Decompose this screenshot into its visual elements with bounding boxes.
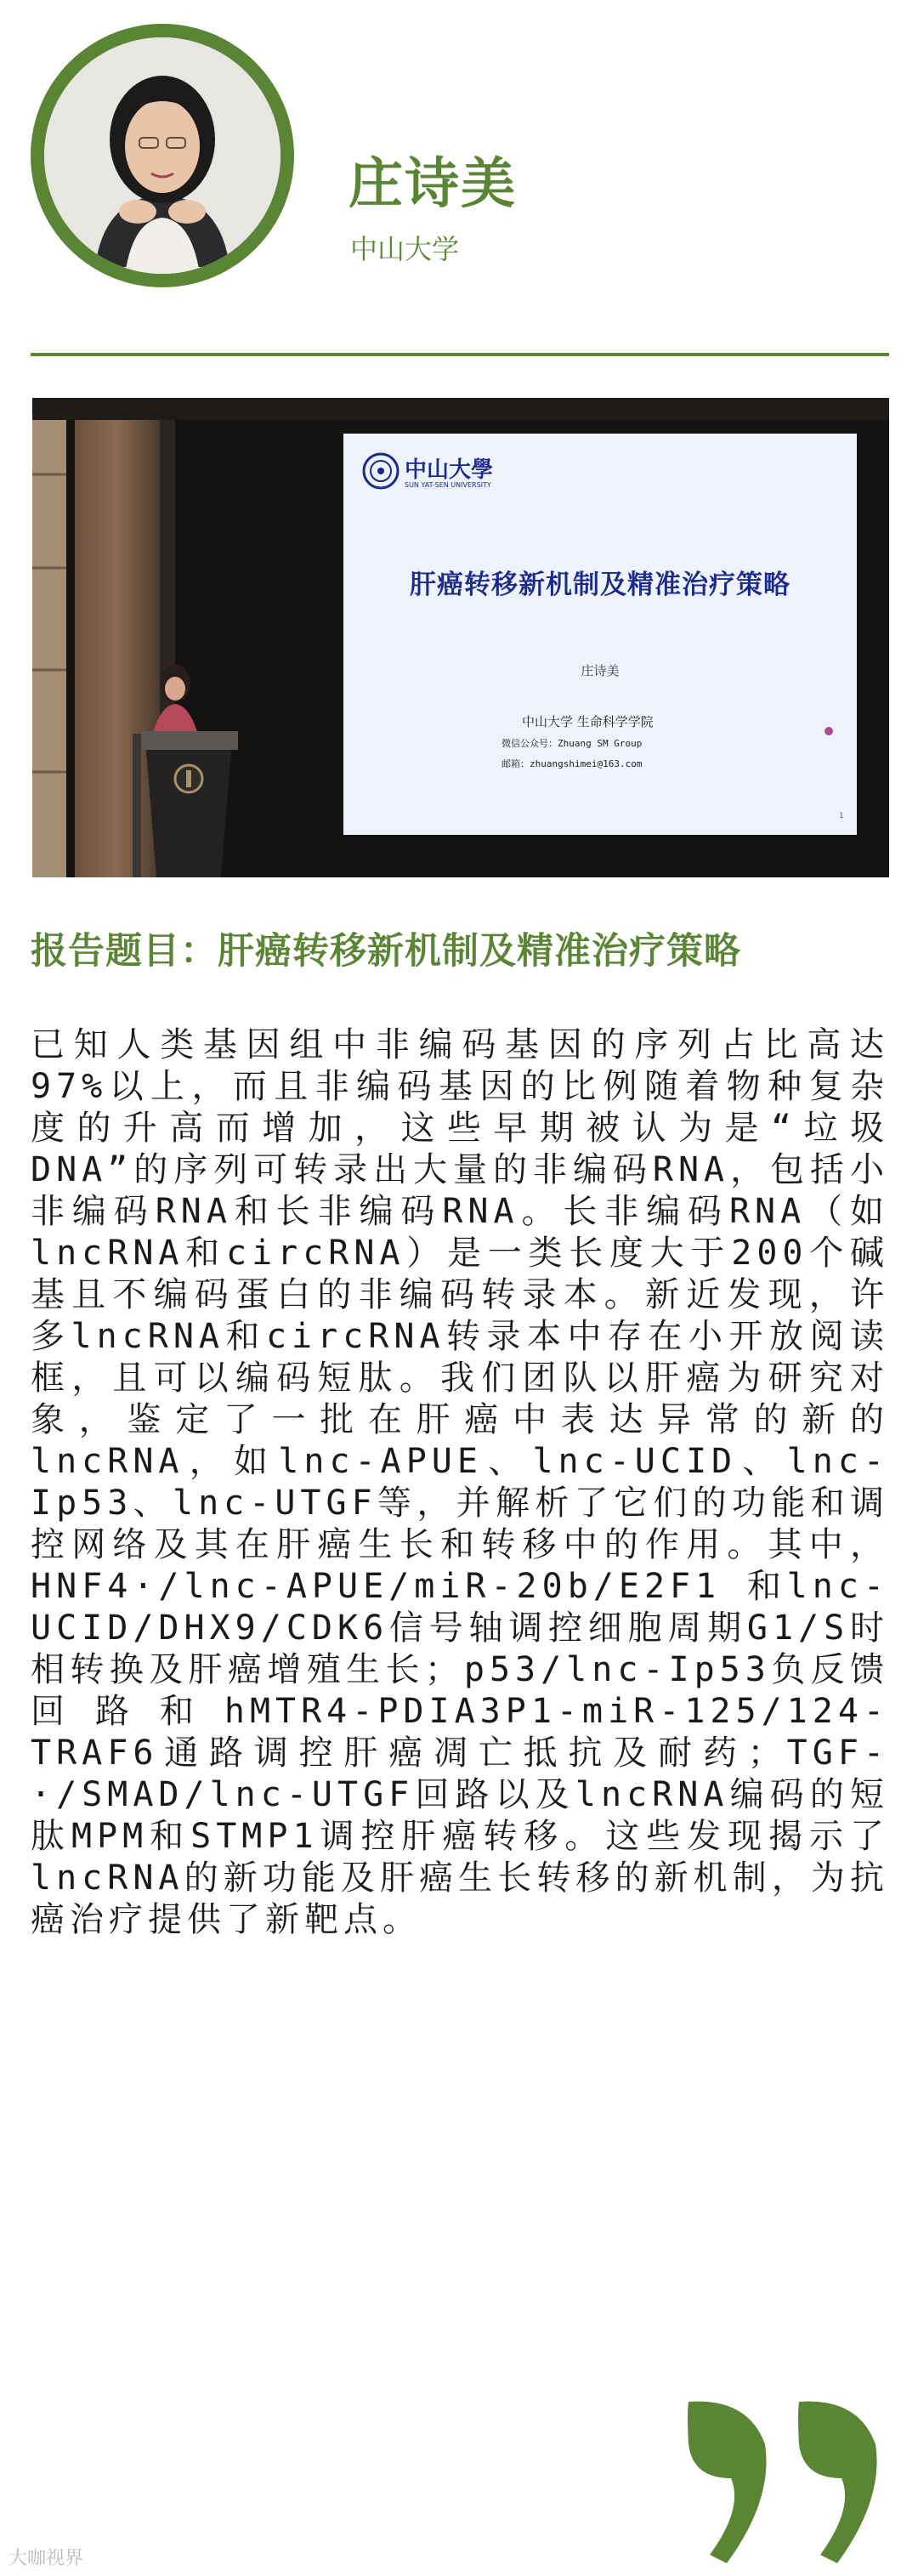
speaker-name: 庄诗美 xyxy=(348,153,517,216)
slide-author: 庄诗美 xyxy=(581,663,620,678)
watermark-text: 大咖视界 xyxy=(8,2548,84,2569)
laser-pointer-dot xyxy=(824,727,833,735)
abstract-text: 已知人类基因组中非编码基因的序列占比高达97%以上，而且非编码基因的比例随着物种复杂度的升高而增加，这些早期被认为是“垃圾DNA”的序列可转录出大量的非编码RNA，包括小非编码RNA和长非编码RNA。长非编码RNA（如lncRNA和circRNA）是一类长度大于200个碱基且不编码蛋白的非编码转录本。新近发现，许多lncRNA和circRNA转录本中存在小开放阅读框，且可以编码短肽。我们团队以肝癌为研究对象，鉴定了一批在肝癌中表达异常的新的lncRNA，如lnc-APUE、lnc-UCID、lnc-Ip53、lnc-UTGF等，并解析了它们的功能和调控网络及其在肝癌生长和转移中的作用。其中，HNF4·/lnc-APUE/miR-20b/E2F1 和lnc-UCID/DHX9/CDK6信号轴调控细胞周期G1/S时相转换及肝癌增殖生长；p53/lnc-Ip53负反馈回路和hMTR4-PDIA3P1-miR-125/124-TRAF6通路调控肝癌凋亡抵抗及耐药；TGF-·/SMAD/lnc-UTGF回路以及lncRNA编码的短肽MPM和STMP1调控肝癌转移。这些发现揭示了lncRNA的新功能及肝癌生长转移的新机制，为抗癌治疗提供了新靶点。 xyxy=(31,1025,889,1939)
slide-email: 邮箱：zhuangshimei@163.com xyxy=(502,758,643,769)
slide-university-en: SUN YAT-SEN UNIVERSITY xyxy=(405,481,491,489)
university-seal-icon xyxy=(362,452,400,490)
divider-line xyxy=(31,353,889,356)
slide-university-cn: 中山大學 xyxy=(405,457,494,483)
slide-school: 中山大学 生命科学学院 xyxy=(522,714,654,729)
speaker-portrait xyxy=(44,37,280,274)
slide-wechat: 微信公众号：Zhuang SM Group xyxy=(502,738,643,749)
speaker-avatar xyxy=(31,24,294,287)
closing-quote-icon xyxy=(680,2397,901,2576)
slide-title: 肝癌转移新机制及精准治疗策略 xyxy=(410,570,790,600)
talk-title: 报告题目：肝癌转移新机制及精准治疗策略 xyxy=(31,930,741,973)
presentation-photo xyxy=(32,398,889,877)
speaker-affiliation: 中山大学 xyxy=(350,233,460,265)
projected-slide xyxy=(343,434,857,835)
slide-page-number: 1 xyxy=(839,812,844,820)
portrait-illustration xyxy=(44,37,280,274)
